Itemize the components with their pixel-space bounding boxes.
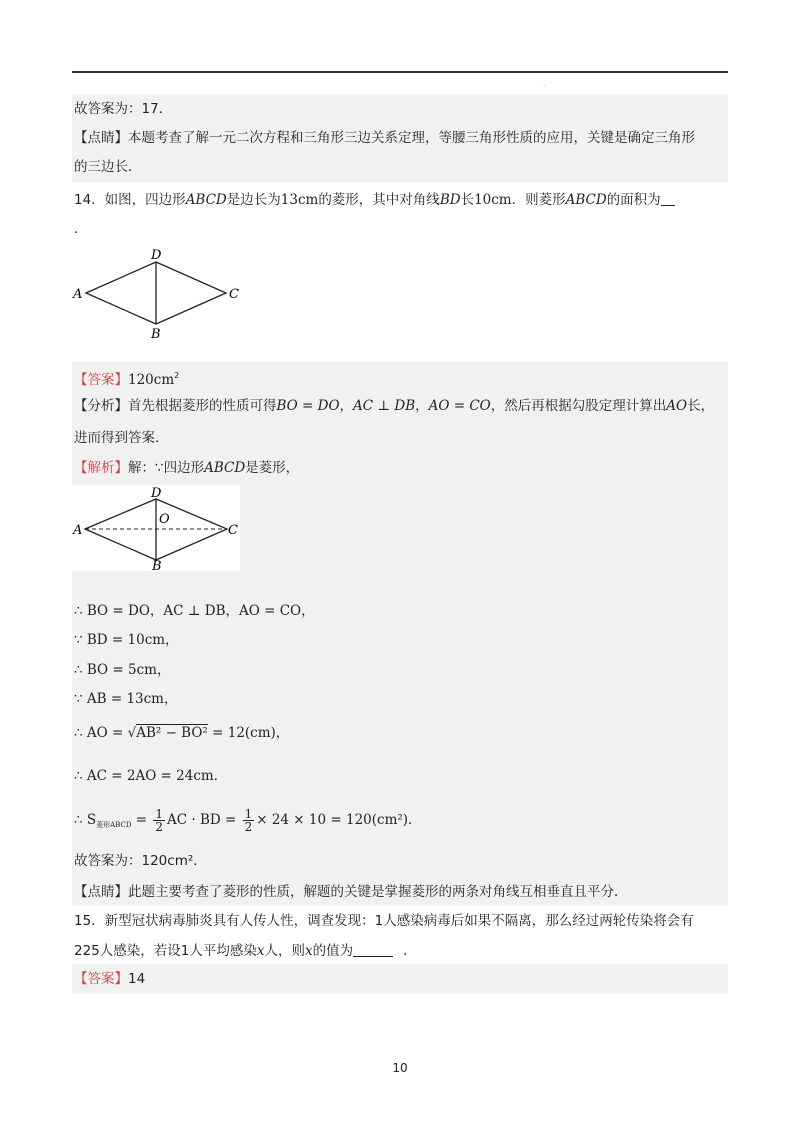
header-rule — [72, 71, 728, 73]
step-1: ∴ BO = DO，AC ⊥ DB，AO = CO， — [74, 603, 315, 619]
label-d: D — [151, 486, 162, 501]
answer-14: 【答案】$120cm^2$ — [74, 371, 180, 388]
question-14: 14．如图，四边形ABCD是边长为13cm的菱形，其中对角线BD长10cm．则菱形ABCD的面积为 — [74, 190, 675, 210]
label-b: B — [152, 559, 162, 571]
header-dot: . — [543, 80, 546, 88]
question-15-line-2: 225人感染，若设1人平均感染x人，则x的值为 ． — [74, 943, 417, 959]
analysis-line-2: 进而得到答案． — [74, 430, 169, 446]
analysis-line: 【分析】首先根据菱形的性质可得BO = DO，AC ⊥ DB，AO = CO，然后再根据勾股定理计算出AO长， — [74, 398, 715, 414]
step-4: ∵ AB = 13cm， — [74, 691, 178, 707]
step-3: ∴ BO = 5cm， — [74, 662, 171, 678]
answer-blank — [353, 942, 393, 957]
comment-line: 【点睛】本题考查了解一元二次方程和三角形三边关系定理，等腰三角形性质的应用，关键是确定三角形 — [74, 130, 695, 146]
fraction-half: $\frac{1}{2}$ — [155, 807, 163, 834]
label-d: D — [151, 248, 162, 263]
step-2: ∵ BD = 10cm， — [74, 632, 179, 648]
comment-14: 【点睛】此题主要考查了菱形的性质，解题的关键是掌握菱形的两条对角线互相垂直且平分． — [74, 884, 628, 900]
final-answer: 故答案为：120cm²． — [74, 853, 207, 869]
question-15: 15．新型冠状病毒肺炎具有人传人性，调查发现：1人感染病毒后如果不隔离，那么经过两轮传染将会有 — [74, 913, 694, 929]
label-b: B — [151, 327, 161, 342]
answer-15: 【答案】14 — [74, 971, 146, 987]
fraction-half-2: $\frac{1}{2}$ — [244, 807, 253, 834]
step-7: ∴ $S_{菱形ABCD}$ = $\frac{1}{2}$ AC · BD = $\frac{1}{2}$ × 24 × 10 = 120(cm²)． — [74, 807, 422, 834]
solution-intro: 【解析】解：∵四边形ABCD是菱形， — [74, 460, 300, 476]
question-14-end: ． — [74, 221, 88, 237]
label-a: A — [73, 523, 83, 538]
label-a: A — [73, 287, 83, 302]
answer-line: 故答案为：17． — [74, 101, 173, 117]
step-5: ∴ AO = √AB² − BO² = 12(cm)， — [74, 725, 290, 741]
comment-line-2: 的三边长． — [74, 159, 142, 175]
label-c: C — [229, 287, 239, 302]
rhombus-figure — [72, 244, 252, 344]
step-6: ∴ AC = 2AO = 24cm． — [74, 768, 228, 784]
label-o: O — [159, 512, 170, 527]
answer-blank — [661, 191, 675, 206]
label-c: C — [228, 523, 238, 538]
answer-band-15 — [72, 964, 728, 994]
page-number: 10 — [392, 1061, 408, 1075]
rhombus-figure-with-diagonals — [72, 485, 240, 571]
